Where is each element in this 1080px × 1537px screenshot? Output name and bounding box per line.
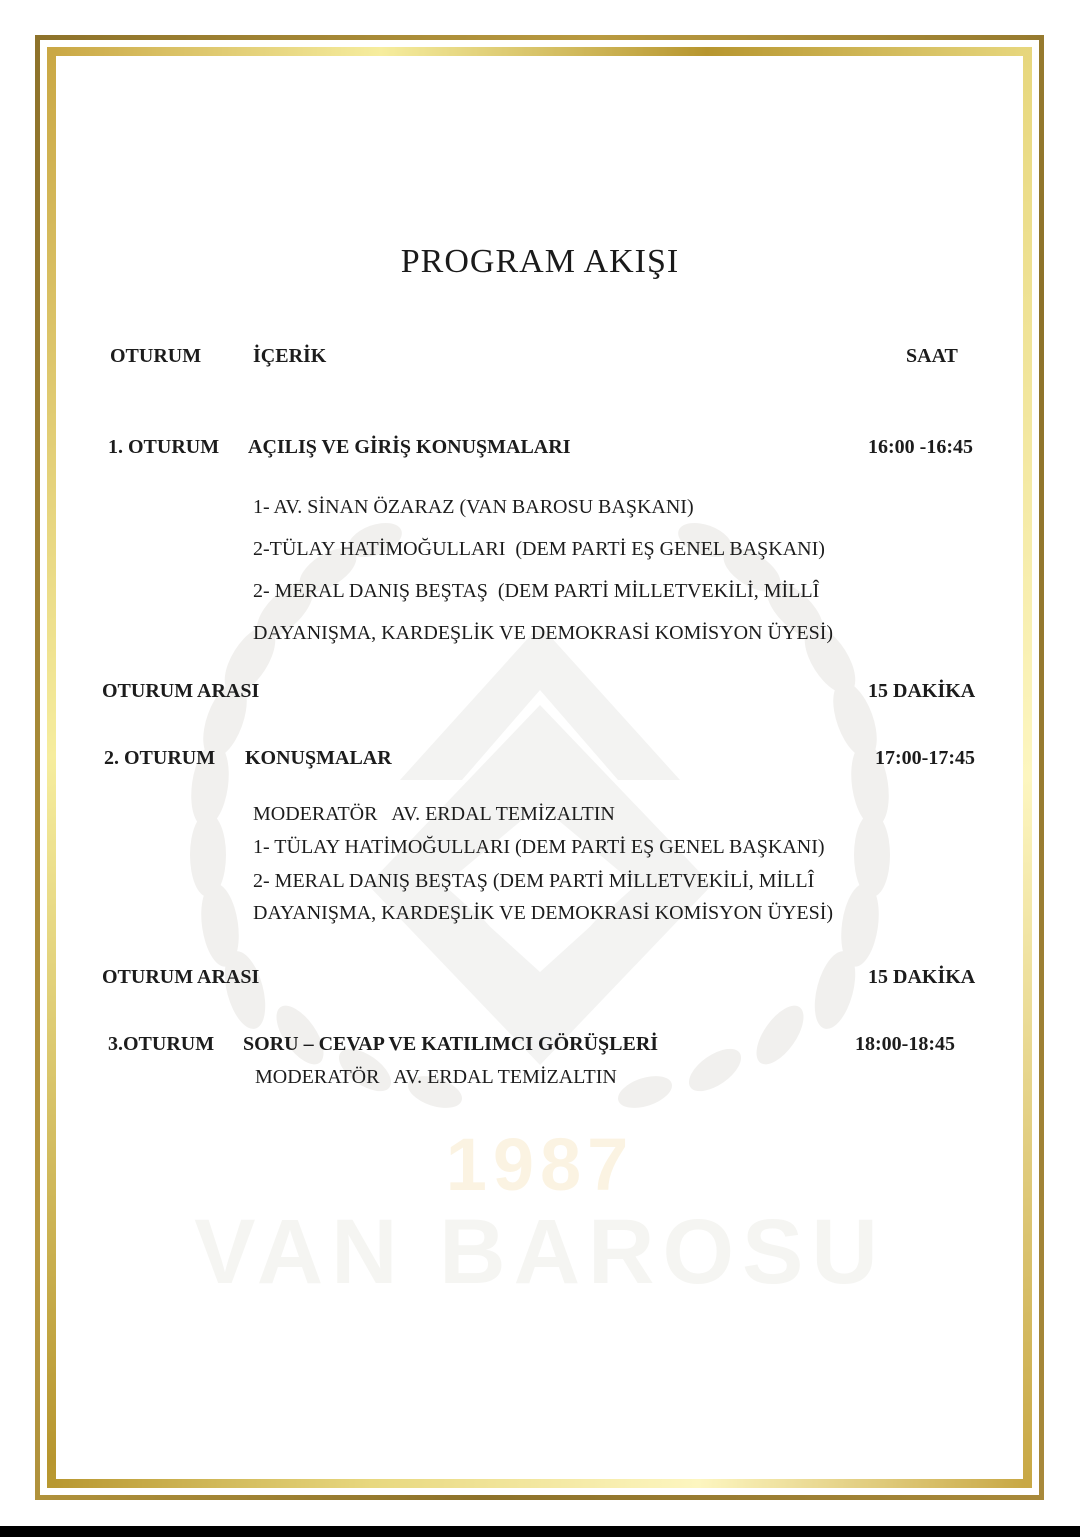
session-1-detail: 2-TÜLAY HATİMOĞULLARI (DEM PARTİ EŞ GENEL BAŞKANI) [253,538,825,560]
bottom-black-bar [0,1526,1080,1537]
session-3-label: 3.OTURUM [108,1033,215,1055]
session-2-time: 17:00-17:45 [875,747,975,769]
break-2-label: OTURUM ARASI [102,966,260,988]
session-3-time: 18:00-18:45 [855,1033,955,1055]
column-header-time: SAAT [906,345,958,367]
session-1-detail: DAYANIŞMA, KARDEŞLİK VE DEMOKRASİ KOMİSYON ÜYESİ) [253,622,834,644]
break-2-time: 15 DAKİKA [868,966,976,988]
watermark-year: 1987 [445,1123,635,1206]
column-header-content: İÇERİK [253,345,327,367]
session-3-detail: MODERATÖR AV. ERDAL TEMİZALTIN [255,1066,617,1088]
session-2-detail: 1- TÜLAY HATİMOĞULLARI (DEM PARTİ EŞ GENEL BAŞKANI) [253,836,825,858]
break-1-time: 15 DAKİKA [868,680,976,702]
session-2-detail: DAYANIŞMA, KARDEŞLİK VE DEMOKRASİ KOMİSYON ÜYESİ) [253,902,834,924]
session-1-title: AÇILIŞ VE GİRİŞ KONUŞMALARI [248,436,571,458]
session-1-label: 1. OTURUM [108,436,220,458]
session-2-detail: MODERATÖR AV. ERDAL TEMİZALTIN [253,803,615,825]
session-1-detail: 2- MERAL DANIŞ BEŞTAŞ (DEM PARTİ MİLLETVEKİLİ, MİLLÎ [253,580,820,602]
session-1-detail: 1- AV. SİNAN ÖZARAZ (VAN BAROSU BAŞKANI) [253,496,694,518]
session-2-label: 2. OTURUM [104,747,216,769]
session-3-title: SORU – CEVAP VE KATILIMCI GÖRÜŞLERİ [243,1033,659,1055]
column-header-session: OTURUM [110,345,202,367]
session-2-title: KONUŞMALAR [245,747,392,769]
session-2-detail: 2- MERAL DANIŞ BEŞTAŞ (DEM PARTİ MİLLETVEKİLİ, MİLLÎ [253,870,815,892]
page-title: PROGRAM AKIŞI [400,243,680,280]
watermark-name: VAN BAROSU [194,1201,886,1303]
break-1-label: OTURUM ARASI [102,680,260,702]
session-1-time: 16:00 -16:45 [868,436,973,458]
